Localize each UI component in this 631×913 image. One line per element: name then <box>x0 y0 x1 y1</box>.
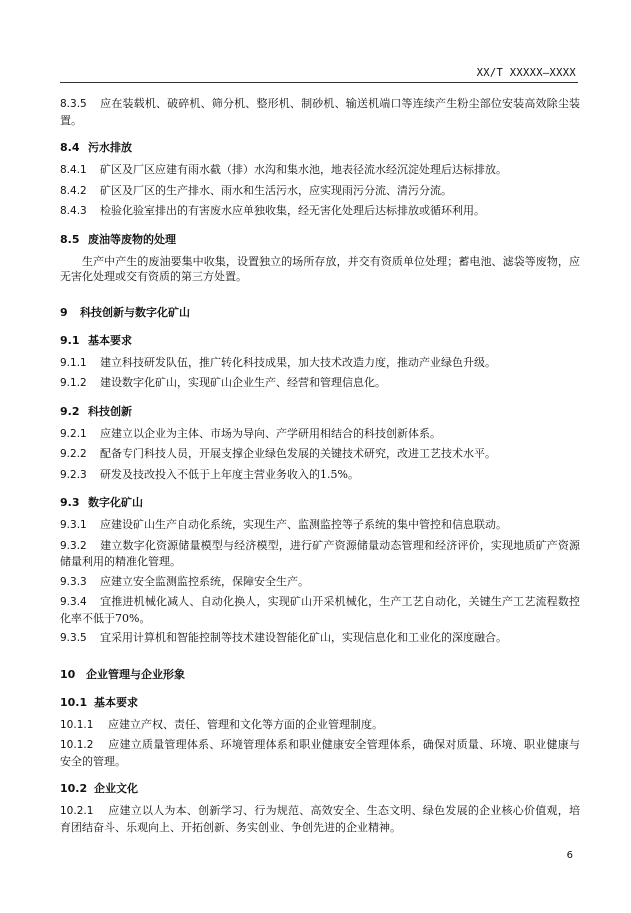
clause-text: 矿区及厂区应建有雨水截（排）水沟和集水池，地表径流水经沉淀处理后达标排放。 <box>100 163 507 176</box>
clause-number: 10.1.2 <box>60 739 94 751</box>
subsection-heading <box>60 781 580 797</box>
clause-number: 8.4.2 <box>60 184 87 197</box>
section-heading <box>60 305 580 321</box>
heading-number: 10 <box>60 667 76 681</box>
heading-text: 数字化矿山 <box>88 496 143 509</box>
subsection-heading <box>60 333 580 349</box>
heading-text: 企业文化 <box>94 782 138 795</box>
clause <box>60 538 580 570</box>
heading-number: 10.2 <box>60 782 88 795</box>
heading-text: 污水排放 <box>88 141 132 154</box>
clause-number: 8.4.3 <box>60 205 87 217</box>
clause-text: 应建设矿山生产自动化系统，实现生产、监测监控等子系统的集中管控和信息联动。 <box>100 518 507 531</box>
clause <box>60 737 580 769</box>
heading-number: 8.5 <box>60 232 80 246</box>
clause-number: 9.2.1 <box>60 427 87 440</box>
clause-text: 宜推进机械化减人、自动化换人，实现矿山开采机械化，生产工艺自动化，关键生产工艺流程数控化率不低于70%。 <box>60 595 580 625</box>
paragraph: 生产中产生的废油要集中收集，设置独立的场所存放，并交有资质单位处理；蓄电池、滤袋等废物，应无害化处理或交有资质的第三方处置。 <box>60 254 580 283</box>
clause-text: 应建立安全监测监控系统，保障安全生产。 <box>100 574 309 588</box>
clause <box>60 96 580 128</box>
heading-text: 企业管理与企业形象 <box>86 667 185 681</box>
heading-number: 9.2 <box>60 404 80 418</box>
clause <box>60 375 580 392</box>
clause-text: 应建立产权、责任、管理和文化等方面的企业管理制度。 <box>108 717 383 731</box>
heading-number: 8.4 <box>60 141 80 154</box>
clause <box>60 355 580 372</box>
clause-text: 宜采用计算机和智能控制等技术建设智能化矿山，实现信息化和工业化的深度融合。 <box>100 631 507 644</box>
clause <box>60 717 580 734</box>
clause-text: 应建立以人为本、创新学习、行为规范、高效安全、生态文明、绿色发展的企业核心价值观，培育团结奋斗、乐观向上、开拓创新、务实创业、争创先进的企业精神。 <box>60 804 580 834</box>
clause-number: 9.3.1 <box>60 519 87 531</box>
clause <box>60 446 580 463</box>
clause <box>60 426 580 443</box>
header-rule <box>60 82 578 83</box>
subsection-heading <box>60 695 580 711</box>
clause-number: 9.3.5 <box>60 632 87 644</box>
subsection-heading <box>60 404 580 420</box>
clause-number: 10.2.1 <box>60 805 94 817</box>
heading-text: 科技创新 <box>88 404 132 418</box>
clause-text: 建立数字化资源储量模型与经济模型，进行矿产资源储量动态管理和经济评价，实现地质矿产资源储量利用的精准化管理。 <box>60 538 580 568</box>
heading-number: 9 <box>60 305 68 319</box>
section-heading <box>60 667 580 683</box>
clause <box>60 467 580 484</box>
clause-number: 9.1.2 <box>60 377 87 389</box>
clause-number: 8.3.5 <box>60 98 87 110</box>
clause <box>60 803 580 835</box>
clause-text: 矿区及厂区的生产排水、雨水和生活污水，应实现雨污分流、清污分流。 <box>100 183 452 197</box>
clause-number: 9.3.4 <box>60 596 87 608</box>
clause <box>60 162 580 179</box>
clause-number: 8.4.1 <box>60 164 87 176</box>
subsection-heading <box>60 495 580 511</box>
clause-number: 9.1.1 <box>60 356 87 369</box>
clause-text: 应在装载机、破碎机、筛分机、整形机、制砂机、输送机端口等连续产生粉尘部位安装高效除尘装置。 <box>60 97 580 127</box>
clause <box>60 517 580 534</box>
clause <box>60 574 580 591</box>
clause-number: 9.2.2 <box>60 448 87 460</box>
heading-text: 废油等废物的处理 <box>88 232 176 246</box>
heading-number: 9.3 <box>60 496 80 509</box>
document-body <box>60 96 580 839</box>
clause-number: 9.3.3 <box>60 575 87 588</box>
doc-code: XX/T XXXXX—XXXX <box>476 67 576 79</box>
clause-number: 9.3.2 <box>60 539 87 552</box>
heading-text: 基本要求 <box>94 695 138 709</box>
clause-text: 研发及技改投入不低于上年度主营业务收入的1.5%。 <box>100 467 359 481</box>
heading-text: 科技创新与数字化矿山 <box>80 305 190 319</box>
page-number: 6 <box>566 850 573 861</box>
clause <box>60 630 580 647</box>
clause-number: 10.1.1 <box>60 718 94 731</box>
clause <box>60 203 580 220</box>
clause-text: 检验化验室排出的有害废水应单独收集，经无害化处理后达标排放或循环利用。 <box>100 204 485 217</box>
clause-text: 建立科技研发队伍，推广转化科技成果，加大技术改造力度，推动产业绿色升级。 <box>100 355 496 369</box>
clause-text: 配备专门科技人员，开展支撑企业绿色发展的关键技术研究，改进工艺技术水平。 <box>100 447 496 460</box>
clause <box>60 594 580 626</box>
clause-text: 应建立质量管理体系、环境管理体系和职业健康安全管理体系，确保对质量、环境、职业健康与安全的管理。 <box>60 738 580 768</box>
subsection-heading <box>60 140 580 156</box>
heading-number: 10.1 <box>60 695 88 709</box>
clause-number: 9.2.3 <box>60 468 87 481</box>
clause <box>60 183 580 200</box>
clause-text: 建设数字化矿山，实现矿山企业生产、经营和管理信息化。 <box>100 376 386 389</box>
subsection-heading <box>60 232 580 248</box>
heading-number: 9.1 <box>60 333 80 347</box>
heading-text: 基本要求 <box>88 333 132 347</box>
clause-text: 应建立以企业为主体、市场为导向、产学研用相结合的科技创新体系。 <box>100 426 441 440</box>
